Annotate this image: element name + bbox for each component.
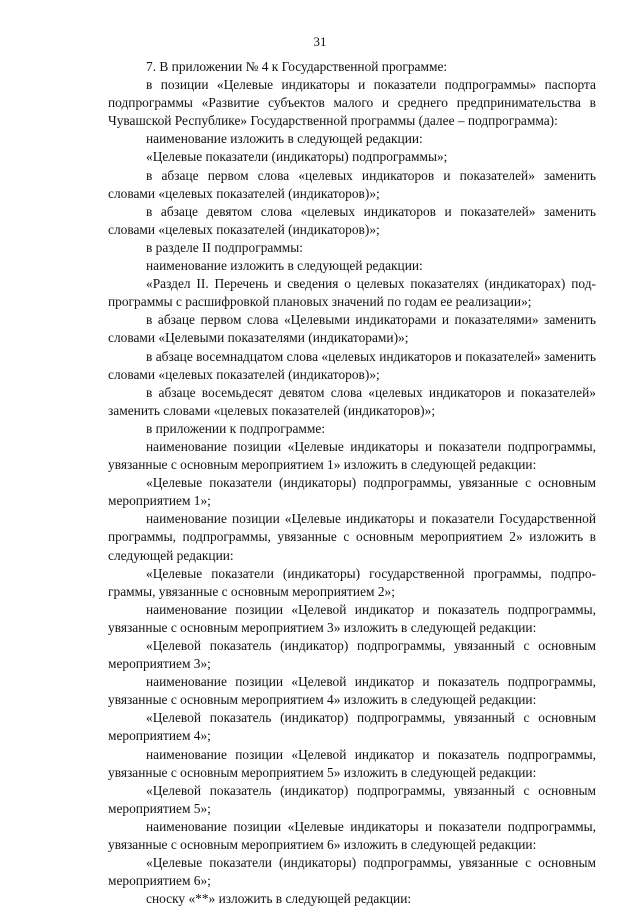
paragraph: наименование позиции «Целевой индикатор и показатель подпрограммы, увязанные с основным мероприятием 5» изложить в следующей редакции: [108, 746, 596, 780]
paragraph: наименование изложить в следующей редакции: [146, 131, 423, 147]
paragraph: наименование позиции «Целевые индикаторы и показатели подпрограммы, увязанные с основным мероприятием 6» изложить в следующей редакции: [108, 818, 596, 853]
paragraph: «Целевые показатели (индикаторы) подпрограммы»; [146, 149, 448, 165]
document-body [108, 58, 596, 908]
paragraph: «Раздел II. Перечень и сведения о целевых показателях (индикаторах) подпрограммы с расшифровкой плановых значений по годам ее реализации»; [108, 276, 596, 310]
paragraph: «Целевой показатель (индикатор) подпрограммы, увязанный с основным мероприятием 5»; [108, 782, 596, 816]
paragraph: в абзаце первом слова «целевых индикаторов и показателей» заменить словами «целевых показателей (индикаторов)»; [108, 167, 596, 201]
paragraph: в абзаце восемнадцатом слова «целевых индикаторов и показателей» заменить словами «целевых показателей (индикаторов)»; [108, 348, 596, 382]
paragraph: «Целевые показатели (индикаторы) государственной программы, подпрограммы, увязанные с основным мероприятием 2»; [108, 565, 596, 599]
paragraph: наименование изложить в следующей редакции: [146, 258, 423, 274]
paragraph: наименование позиции «Целевые индикаторы и показатели подпрограммы, увязанные с основным мероприятием 1» изложить в следующей редакции: [108, 438, 596, 473]
paragraph: в позиции «Целевые индикаторы и показатели подпрограммы» паспорта подпрограммы «Развитие субъектов малого и среднего предпринимательства в Чувашской Республике» Государственной программы (далее – подпрограмма): [108, 77, 596, 129]
paragraph: наименование позиции «Целевой индикатор и показатель подпрограммы, увязанные с основным мероприятием 4» изложить в следующей редакции: [108, 674, 596, 708]
paragraph: в абзаце девятом слова «целевых индикаторов и показателей» заменить словами «целевых показателей (индикаторов)»; [108, 203, 596, 237]
paragraph: в приложении к подпрограмме: [146, 420, 326, 436]
paragraph: наименование позиции «Целевой индикатор и показатель подпрограммы, увязанные с основным мероприятием 3» изложить в следующей редакции: [108, 601, 596, 635]
paragraph: «Целевой показатель (индикатор) подпрограммы, увязанный с основным мероприятием 4»; [108, 710, 596, 744]
paragraph: 7. В приложении № 4 к Государственной программе: [146, 59, 448, 74]
paragraph: «Целевые показатели (индикаторы) подпрограммы, увязанные с основным мероприятием 1»; [108, 475, 596, 509]
paragraph: «Целевые показатели (индикаторы) подпрограммы, увязанные с основным мероприятием 6»; [108, 855, 596, 889]
paragraph: в абзаце восемьдесят девятом слова «целевых индикаторов и показателей» заменить словами «целевых показателей (индикаторов)»; [108, 384, 596, 418]
paragraph: «Целевой показатель (индикатор) подпрограммы, увязанный с основным мероприятием 3»; [108, 638, 596, 672]
paragraph: наименование позиции «Целевые индикаторы и показатели Государственной программы, подпрограммы, увязанные с основным мероприятием 2» изложить в следующей редакции: [108, 511, 596, 563]
paragraph: в абзаце первом слова «Целевыми индикаторами и показателями» заменить словами «Целевыми показателями (индикаторами)»; [108, 312, 596, 346]
paragraph: сноску «**» изложить в следующей редакции: [146, 891, 412, 907]
paragraph: в разделе II подпрограммы: [146, 239, 303, 255]
page-number: 31 [313, 34, 327, 49]
